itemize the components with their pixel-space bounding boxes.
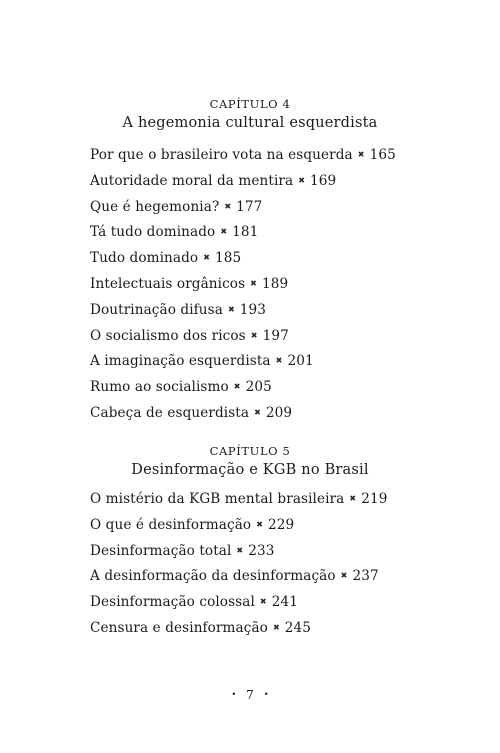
toc-entry-title: Desinformação total	[90, 542, 232, 559]
toc-entry	[90, 543, 420, 569]
separator-icon: ✖	[236, 545, 244, 555]
separator-icon: ✖	[349, 494, 357, 503]
separator-icon: ✖	[272, 622, 280, 632]
footer-ornament-left: •	[231, 690, 237, 699]
toc-entry-title: Que é hegemonia?	[90, 198, 220, 215]
toc-entry-page: 193	[239, 301, 267, 318]
toc-entry-page: 237	[352, 568, 379, 585]
toc-entry	[90, 250, 420, 276]
toc-entry	[90, 568, 420, 594]
separator-icon: ✖	[233, 382, 241, 392]
chapter-4-toc-list	[90, 147, 420, 431]
toc-entry-page: 209	[265, 404, 293, 421]
toc-entry-title: Tudo dominado	[90, 250, 199, 267]
toc-entry-title: Autoridade moral da mentira	[90, 172, 294, 189]
separator-icon: ✖	[250, 330, 258, 340]
toc-entry	[90, 147, 420, 173]
chapter-4-label: CAPÍTULO 4	[209, 97, 291, 111]
toc-entry-page: 205	[245, 379, 272, 396]
page-footer	[0, 688, 500, 702]
toc-entry-title: Rumo ao socialismo	[90, 379, 229, 396]
toc-entry-title: O socialismo dos ricos	[90, 327, 246, 344]
toc-entry-page: 181	[232, 224, 259, 241]
toc-entry-title: O mistério da KGB mental brasileira	[90, 491, 345, 507]
toc-entry	[90, 517, 420, 543]
chapter-4-title: A hegemonia cultural esquerdista	[122, 115, 378, 131]
separator-icon: ✖	[254, 407, 261, 417]
separator-icon: ✖	[256, 519, 264, 529]
separator-icon: ✖	[275, 356, 283, 366]
chapter-5-toc-list	[90, 491, 420, 646]
chapter-5-title: Desinformação e KGB no Brasil	[131, 462, 369, 478]
toc-entry-title: Censura e desinformação	[90, 619, 268, 636]
toc-entry-title: Por que o brasileiro vota na esquerda	[90, 147, 353, 163]
toc-entry-page: 197	[262, 327, 289, 344]
toc-entry-page: 233	[248, 542, 275, 559]
toc-entry	[90, 224, 420, 250]
toc-entry	[90, 594, 420, 620]
footer-ornament-right: •	[263, 690, 269, 699]
toc-entry	[90, 276, 420, 302]
toc-entry-page: 185	[215, 250, 242, 267]
separator-icon: ✖	[227, 304, 235, 314]
toc-entry	[90, 328, 420, 354]
separator-icon: ✖	[224, 201, 232, 211]
toc-entry	[90, 302, 420, 328]
toc-entry-page: 165	[369, 147, 396, 163]
toc-entry	[90, 173, 420, 199]
toc-entry-title: Intelectuais orgânicos	[90, 275, 246, 292]
toc-entry	[90, 199, 420, 225]
separator-icon: ✖	[340, 571, 348, 581]
toc-entry-page: 245	[284, 619, 312, 636]
toc-entry-title: Desinformação colossal	[90, 594, 255, 611]
separator-icon: ✖	[203, 253, 211, 263]
separator-icon: ✖	[357, 150, 365, 159]
toc-entry-title: Cabeça de esquerdista	[90, 404, 250, 421]
toc-entry-page: 201	[287, 353, 314, 370]
separator-icon: ✖	[250, 278, 257, 288]
toc-entry	[90, 379, 420, 405]
separator-icon: ✖	[220, 227, 228, 237]
toc-entry-page: 169	[310, 172, 337, 189]
toc-entry-page: 229	[268, 516, 295, 533]
toc-entry-page: 177	[236, 198, 263, 215]
toc-entry-title: A imaginação esquerdista	[90, 353, 271, 370]
toc-entry	[90, 491, 420, 517]
toc-entry	[90, 353, 420, 379]
toc-entry-title: Tá tudo dominado	[90, 224, 216, 241]
toc-entry-page: 189	[261, 275, 289, 292]
toc-entry-page: 241	[271, 594, 298, 611]
separator-icon: ✖	[259, 597, 267, 607]
page-number: 7	[246, 688, 254, 702]
separator-icon: ✖	[298, 175, 306, 185]
toc-entry-title: O que é desinformação	[90, 516, 252, 533]
toc-entry	[90, 620, 420, 646]
toc-entry-title: A desinformação da desinformação	[90, 568, 336, 585]
toc-entry	[90, 405, 420, 431]
toc-entry-page: 219	[361, 491, 388, 507]
toc-entry-title: Doutrinação difusa	[90, 301, 223, 318]
chapter-5-label: CAPÍTULO 5	[209, 444, 291, 458]
